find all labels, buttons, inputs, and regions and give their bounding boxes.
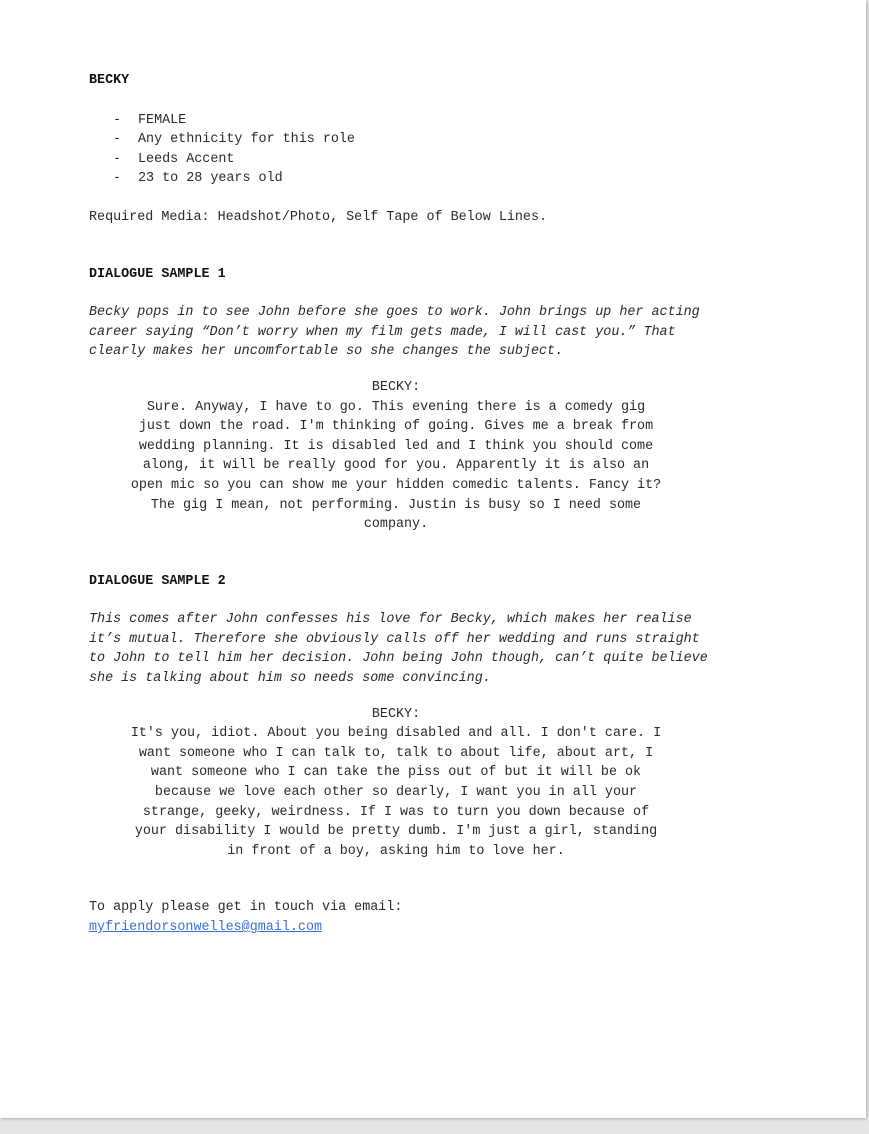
dialogue-line: Sure. Anyway, I have to go. This evening there is a comedy gig <box>146 399 646 415</box>
role-name: BECKY <box>89 73 130 88</box>
dialogue-line: strange, geeky, weirdness. If I was to turn you down because of <box>142 804 650 820</box>
required-media: Required Media: Headshot/Photo, Self Tape of Below Lines. <box>89 209 548 225</box>
role-attributes <box>89 111 719 189</box>
bullet-dash: - <box>113 171 122 187</box>
attribute-text: Any ethnicity for this role <box>138 132 355 148</box>
stage-direction-2: This comes after John confesses his love for Becky, which makes her realise it’s mutual. Therefore she obviously calls off her wedding and runs straight to John to tell him her decision. John being John though, can’t quite believe she is talking about him so needs some convincing. <box>89 612 708 687</box>
dialogue-line: just down the road. I'm thinking of going. Gives me a break from <box>138 419 654 435</box>
role-attribute <box>113 111 719 131</box>
attribute-text: FEMALE <box>138 112 187 128</box>
dialogue-line: along, it will be really good for you. Apparently it is also an <box>142 458 650 474</box>
role-attribute <box>113 150 719 170</box>
apply-text: To apply please get in touch via email: <box>89 900 403 916</box>
dialogue-line: open mic so you can show me your hidden comedic talents. Fancy it? <box>130 477 662 493</box>
bullet-dash: - <box>113 132 122 148</box>
apply-section <box>89 898 719 937</box>
bullet-dash: - <box>113 112 122 128</box>
dialogue-sample-1-heading: DIALOGUE SAMPLE 1 <box>89 266 226 282</box>
dialogue-line: want someone who I can take the piss out of but it will be ok <box>150 765 642 781</box>
character-name: BECKY: <box>371 379 421 395</box>
dialogue-line: in front of a boy, asking him to love her. <box>227 843 565 859</box>
attribute-text: Leeds Accent <box>138 151 235 167</box>
bullet-dash: - <box>113 151 122 167</box>
role-attribute <box>113 130 719 150</box>
dialogue-line: want someone who I can talk to, talk to about life, about art, I <box>138 745 654 761</box>
dialogue-sample-2-heading: DIALOGUE SAMPLE 2 <box>89 573 226 589</box>
document-content <box>89 71 719 938</box>
dialogue-block-1 <box>89 378 703 535</box>
dialogue-block-2 <box>89 705 703 862</box>
email-link[interactable]: myfriendorsonwelles@gmail.com <box>89 920 323 935</box>
dialogue-line: company. <box>363 517 429 533</box>
dialogue-line: because we love each other so dearly, I want you in all your <box>154 785 638 801</box>
dialogue-line: your disability I would be pretty dumb. I'm just a girl, standing <box>134 824 658 840</box>
stage-direction-1: Becky pops in to see John before she goes to work. John brings up her acting career saying “Don’t worry when my film gets made, I will cast you.” That clearly makes her uncomfortable so she changes the subject. <box>89 305 700 360</box>
dialogue-line: It's you, idiot. About you being disabled and all. I don't care. I <box>130 726 662 742</box>
dialogue-line: wedding planning. It is disabled led and I think you should come <box>138 438 654 454</box>
dialogue-line: The gig I mean, not performing. Justin is busy so I need some <box>150 497 642 513</box>
character-name: BECKY: <box>371 706 421 722</box>
role-attribute <box>113 169 719 189</box>
attribute-text: 23 to 28 years old <box>138 171 283 187</box>
